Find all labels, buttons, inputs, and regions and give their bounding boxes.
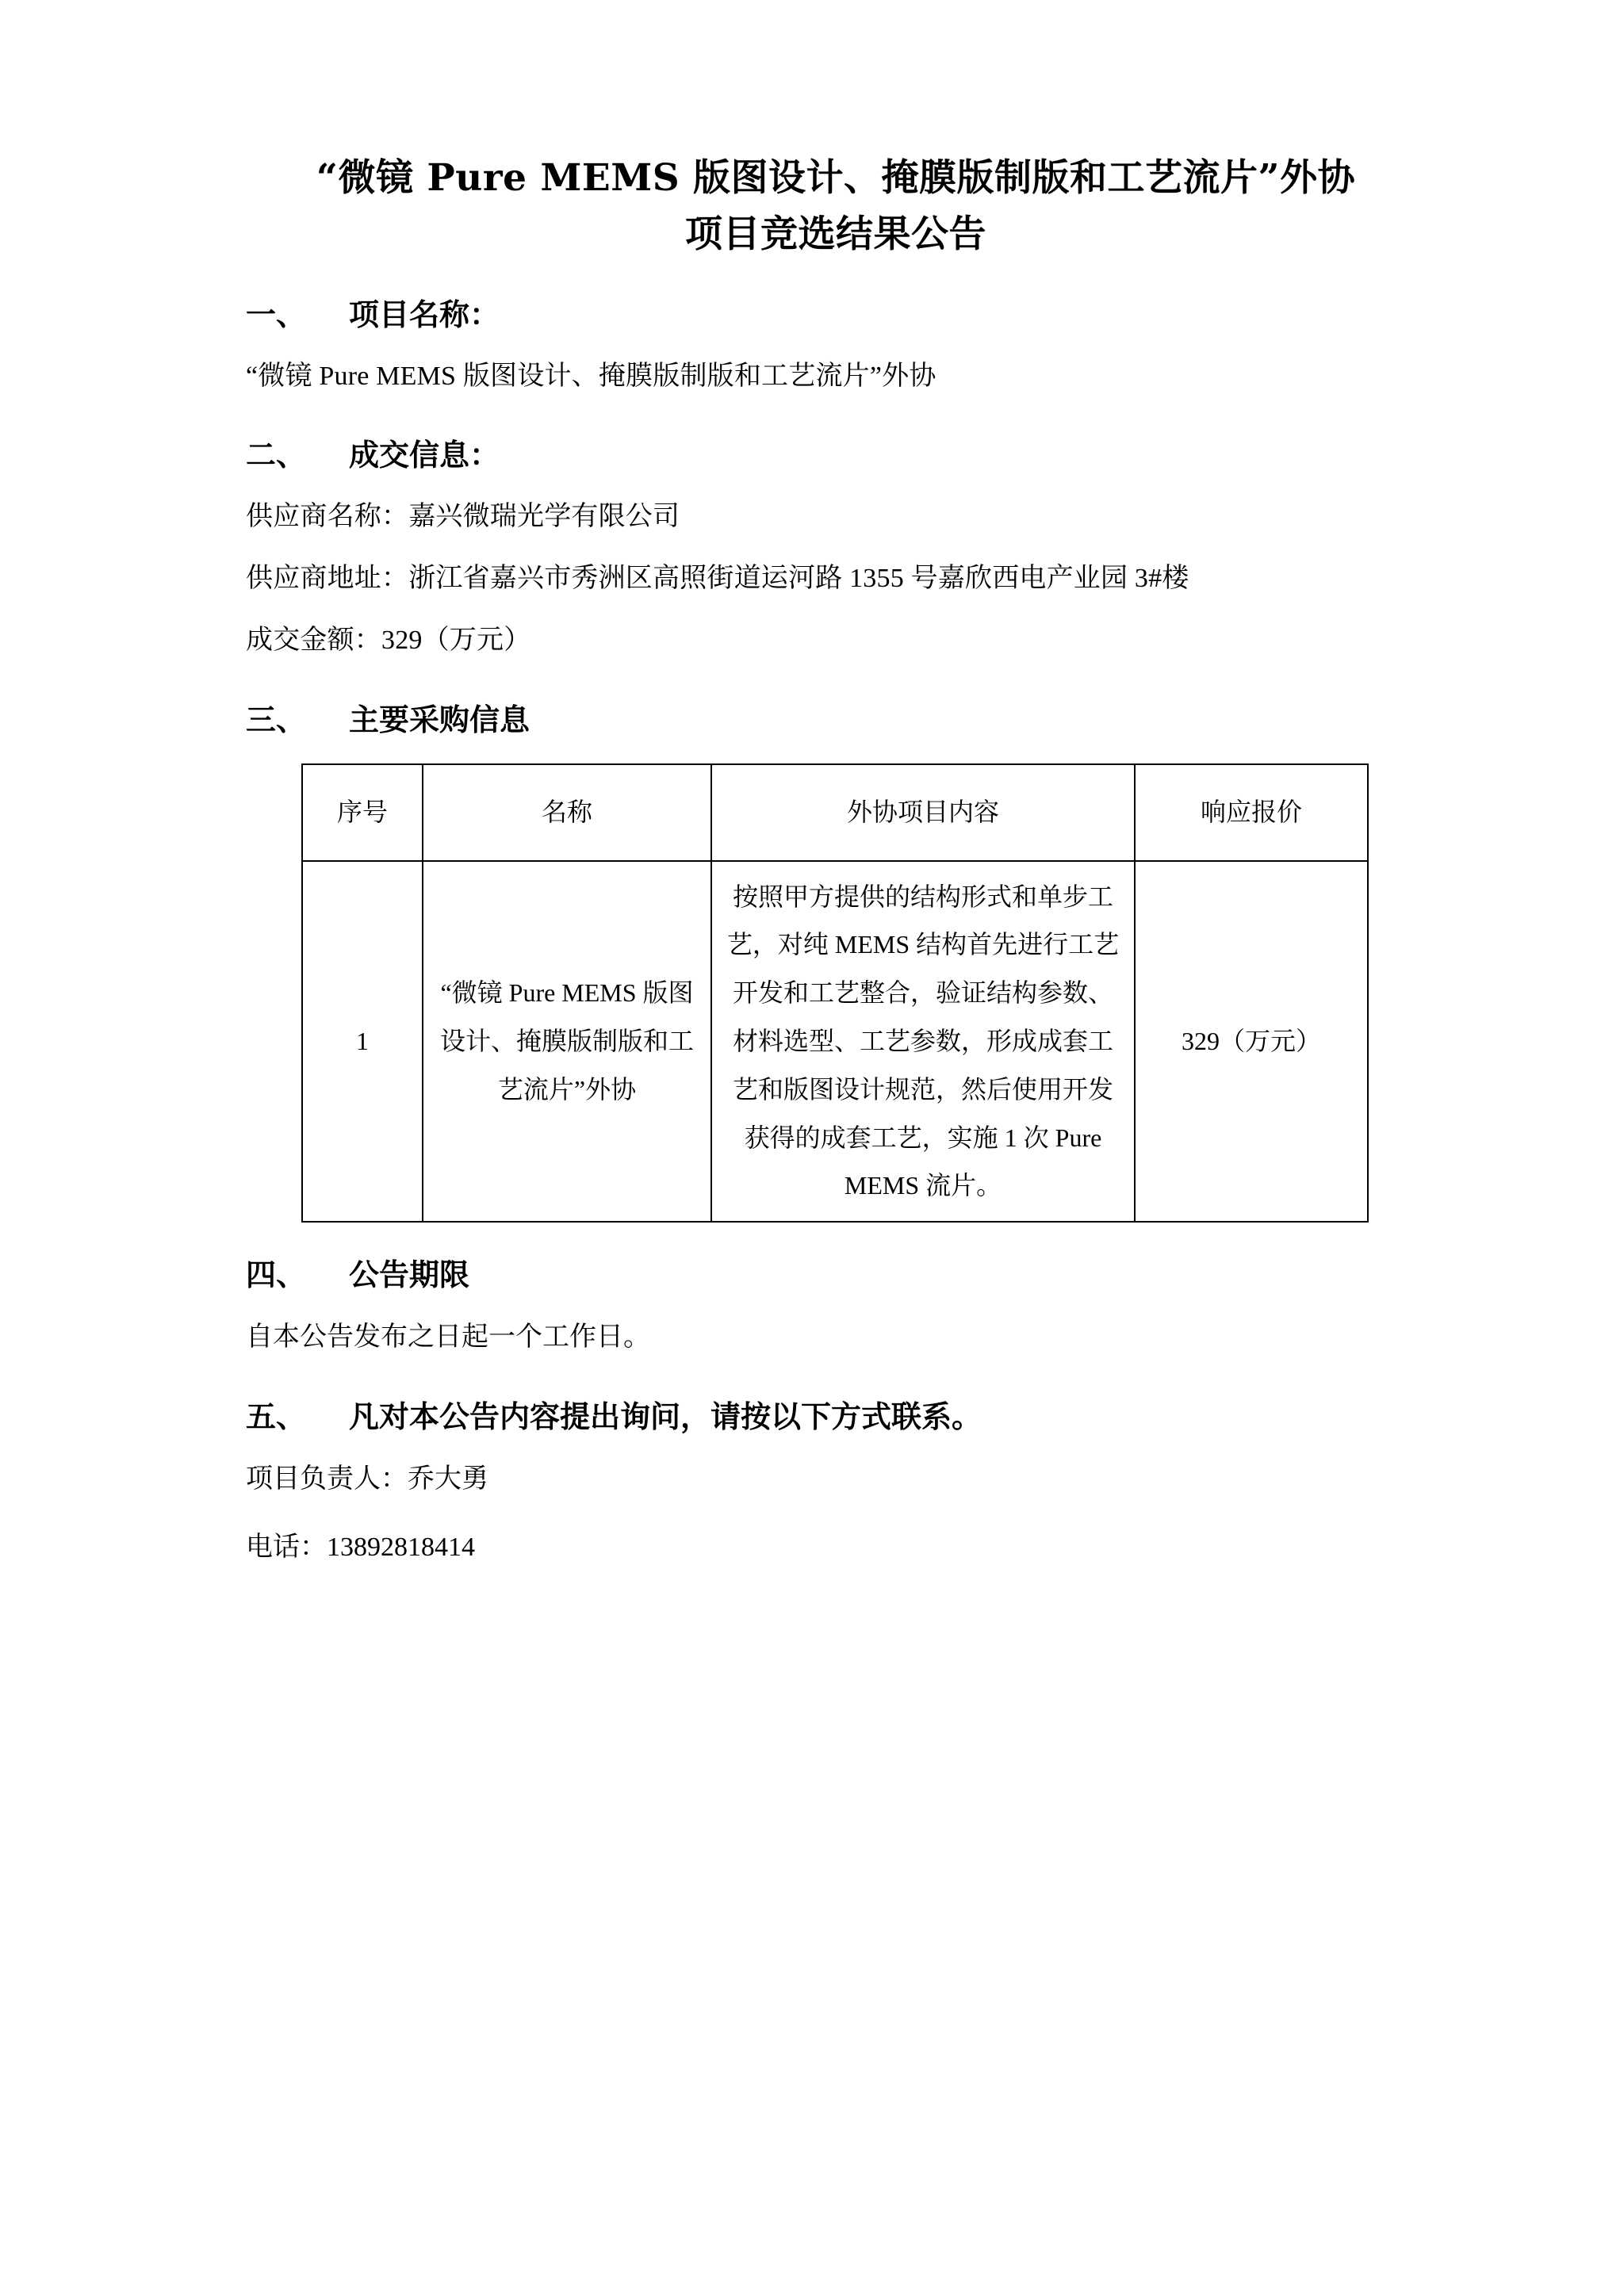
page-title-line-1: “微镜 Pure MEMS 版图设计、掩膜版制版和工艺流片”外协 bbox=[316, 156, 1356, 200]
section-title-3: 主要采购信息 bbox=[349, 701, 530, 737]
section-heading-3 bbox=[246, 696, 1426, 744]
section-title-2: 成交信息： bbox=[349, 437, 500, 473]
contact-person: 项目负责人：乔大勇 bbox=[246, 1464, 488, 1494]
section-1-paragraph-1: “微镜 Pure MEMS 版图设计、掩膜版制版和工艺流片”外协 bbox=[246, 361, 936, 391]
procurement-table bbox=[301, 763, 1369, 1223]
table-cell-name: “微镜 Pure MEMS 版图设计、掩膜版制版和工艺流片”外协 bbox=[423, 861, 711, 1223]
table-cell-content: 按照甲方提供的结构形式和单步工艺，对纯 MEMS 结构首先进行工艺开发和工艺整合，验证结构参数、材料选型、工艺参数，形成成套工艺和版图设计规范，然后使用开发获得的成套工艺，实施 1 次 Pure MEMS 流片。 bbox=[711, 861, 1135, 1223]
table-cell-price: 329（万元） bbox=[1135, 861, 1368, 1223]
section-heading-2 bbox=[246, 431, 1426, 480]
announcement-period-text: 自本公告发布之日起一个工作日。 bbox=[246, 1322, 650, 1352]
section-title-1: 项目名称： bbox=[349, 297, 500, 332]
table-row bbox=[302, 861, 1368, 1223]
section-heading-5 bbox=[246, 1393, 1426, 1441]
section-title-4: 公告期限 bbox=[349, 1257, 470, 1293]
contact-phone: 电话：13892818414 bbox=[246, 1532, 475, 1562]
supplier-address: 供应商地址：浙江省嘉兴市秀洲区高照街道运河路 1355 号嘉欣西电产业园 3#楼 bbox=[246, 564, 1189, 594]
section-number-3: 三、 bbox=[246, 701, 307, 737]
page-title-line-2: 项目竞选结果公告 bbox=[685, 212, 986, 256]
page-title bbox=[246, 151, 1426, 262]
section-heading-4 bbox=[246, 1251, 1426, 1299]
section-number-1: 一、 bbox=[246, 297, 307, 332]
section-number-5: 五、 bbox=[246, 1398, 307, 1434]
table-cell-no: 1 bbox=[302, 861, 423, 1223]
section-title-5: 凡对本公告内容提出询问，请按以下方式联系。 bbox=[349, 1398, 982, 1434]
table-header-price: 响应报价 bbox=[1135, 764, 1368, 861]
deal-amount: 成交金额：329（万元） bbox=[246, 626, 531, 656]
section-number-2: 二、 bbox=[246, 437, 307, 473]
table-header-no: 序号 bbox=[302, 764, 423, 861]
supplier-name: 供应商名称：嘉兴微瑞光学有限公司 bbox=[246, 501, 680, 531]
section-number-4: 四、 bbox=[246, 1257, 307, 1293]
table-header-name: 名称 bbox=[423, 764, 711, 861]
table-header-content: 外协项目内容 bbox=[711, 764, 1135, 861]
table-header-row bbox=[302, 764, 1368, 861]
section-heading-1 bbox=[246, 291, 1426, 339]
procurement-table-wrapper bbox=[301, 763, 1426, 1223]
